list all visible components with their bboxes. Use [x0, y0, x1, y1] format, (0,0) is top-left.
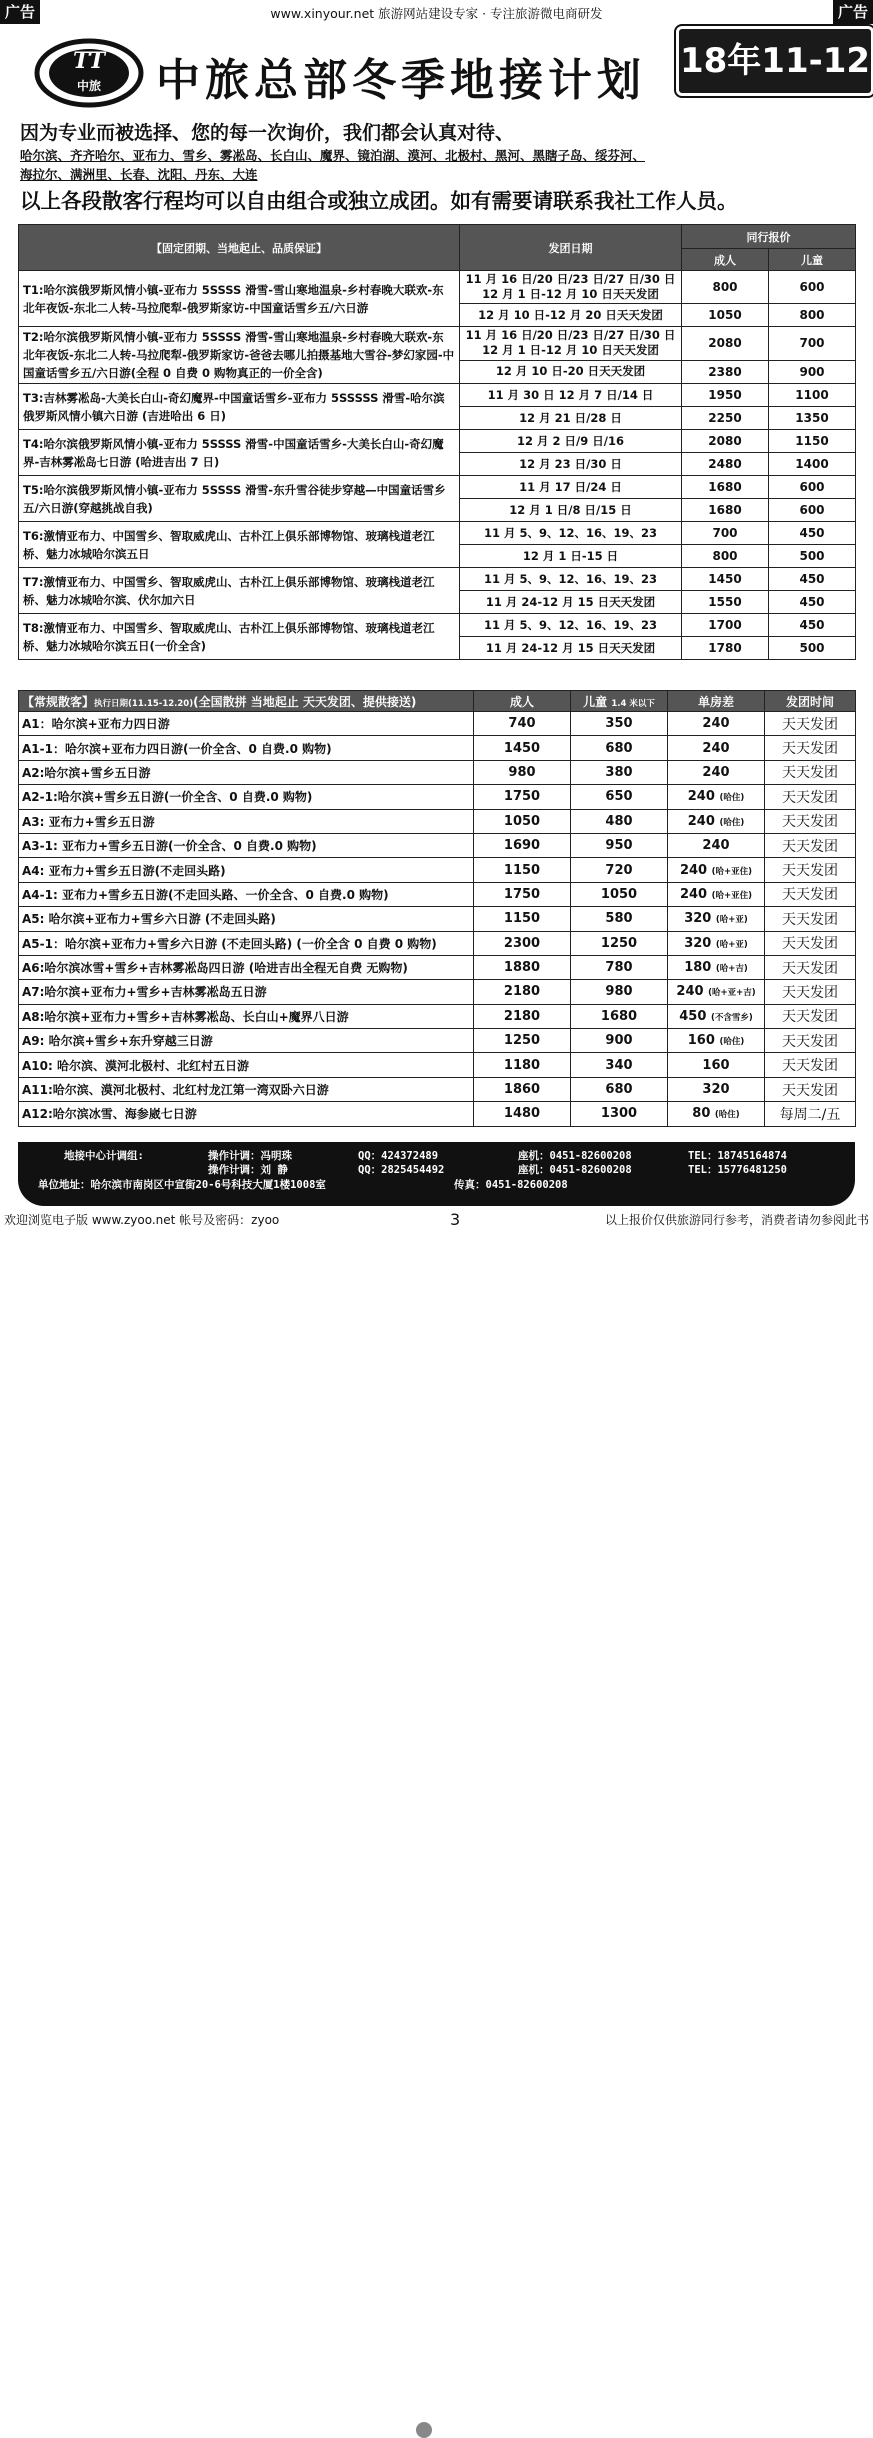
child-price: 680 [571, 736, 668, 760]
top-ad-bar [0, 0, 873, 24]
route-name: A11:哈尔滨、漠河北极村、北红村龙江第一湾双卧六日游 [19, 1077, 474, 1101]
footer-operator-2: 操作计调：刘 静 [208, 1164, 288, 1176]
child-price: 800 [769, 304, 856, 327]
footer-label: 地接中心计调组: [64, 1150, 144, 1162]
table-row [19, 271, 856, 304]
table-row [19, 736, 856, 760]
child-price: 480 [571, 809, 668, 833]
route-name: A10: 哈尔滨、漠河北极村、北红村五日游 [19, 1053, 474, 1077]
departure-dates: 12 月 10 日-20 日天天发团 [460, 360, 682, 383]
single-note: (哈+亚+吉) [708, 988, 756, 999]
adult-price: 1750 [474, 785, 571, 809]
route-name: A8:哈尔滨+亚布力+雪乡+吉林雾凇岛、长白山+魔界八日游 [19, 1004, 474, 1028]
single-supplement [668, 833, 765, 857]
single-note: (哈+亚住) [711, 890, 753, 901]
departure-dates: 11 月 16 日/20 日/23 日/27 日/30 日 12 月 1 日-12 月 10 日天天发团 [460, 327, 682, 361]
single-supplement [668, 907, 765, 931]
adult-price: 1700 [682, 614, 769, 637]
ad-label-left: 广告 [0, 0, 40, 24]
departure-dates: 11 月 16 日/20 日/23 日/27 日/30 日 12 月 1 日-12 月 10 日天天发团 [460, 271, 682, 304]
adult-price: 1050 [682, 304, 769, 327]
child-price: 450 [769, 591, 856, 614]
child-price: 450 [769, 568, 856, 591]
adult-price: 1150 [474, 907, 571, 931]
bottom-disclaimer: 以上报价仅供旅游同行参考，消费者请勿参阅此书 [604, 1213, 869, 1227]
single-note: (哈住) [719, 817, 745, 828]
t2-header-child-note: 1.4 米以下 [611, 698, 655, 709]
t2-header-title: 【常规散客】 [22, 694, 95, 709]
adult-price: 2250 [682, 407, 769, 430]
route-name: T3:吉林雾凇岛-大美长白山-奇幻魔界-中国童话雪乡-亚布力 5SSSSS 滑雪-哈尔滨俄罗斯风情小镇六日游 (吉进哈出 6 日) [19, 384, 460, 430]
table-row [19, 858, 856, 882]
single-supplement [668, 1029, 765, 1053]
bottom-bar [0, 1210, 873, 1230]
table-row [19, 384, 856, 407]
departure-time: 天天发团 [765, 809, 856, 833]
child-price: 900 [769, 360, 856, 383]
page-number: 3 [450, 1210, 461, 1229]
departure-time: 每周二/五 [765, 1102, 856, 1126]
route-name: T7:激情亚布力、中国雪乡、智取威虎山、古朴江上俱乐部博物馆、玻璃栈道老江桥、魅力冰城哈尔滨、伏尔加六日 [19, 568, 460, 614]
child-price: 900 [571, 1029, 668, 1053]
departure-dates: 11 月 30 日 12 月 7 日/14 日 [460, 384, 682, 407]
child-price: 1350 [769, 407, 856, 430]
t1-header-dates: 发团日期 [460, 225, 682, 271]
adult-price: 1180 [474, 1053, 571, 1077]
table-row [19, 833, 856, 857]
table-row [19, 785, 856, 809]
child-price: 1100 [769, 384, 856, 407]
single-supplement [668, 882, 765, 906]
child-price: 1300 [571, 1102, 668, 1126]
single-price: 320 [684, 911, 712, 927]
adult-price: 2080 [682, 327, 769, 361]
child-price: 350 [571, 712, 668, 736]
adult-price: 2300 [474, 931, 571, 955]
footer-phone-2[interactable]: 座机：0451-82600208 [518, 1164, 632, 1176]
child-price: 580 [571, 907, 668, 931]
t1-header-price: 同行报价 [682, 225, 856, 249]
route-name: A5: 哈尔滨+亚布力+雪乡六日游 (不走回头路) [19, 907, 474, 931]
departure-dates: 12 月 1 日/8 日/15 日 [460, 499, 682, 522]
table-row [19, 712, 856, 736]
child-price: 340 [571, 1053, 668, 1077]
route-name: T2:哈尔滨俄罗斯风情小镇-亚布力 5SSSS 滑雪-雪山寒地温泉-乡村春晚大联欢-东北年夜饭-东北二人转-马拉爬犁-俄罗斯家访-爸爸去哪儿拍摄基地大雪谷-梦幻家园-中国童话雪乡五/六日游(全程 0 自费 0 购物真正的一价全含) [19, 327, 460, 384]
child-price: 1050 [571, 882, 668, 906]
child-price: 980 [571, 980, 668, 1004]
child-price: 380 [571, 760, 668, 784]
single-note: (哈住) [719, 793, 745, 804]
table-row [19, 614, 856, 637]
footer-mobile-1[interactable]: TEL：18745164874 [688, 1150, 788, 1162]
table-row [19, 327, 856, 361]
child-price: 680 [571, 1077, 668, 1101]
child-price: 950 [571, 833, 668, 857]
child-price: 500 [769, 545, 856, 568]
route-name: T4:哈尔滨俄罗斯风情小镇-亚布力 5SSSS 滑雪-中国童话雪乡-大美长白山-奇幻魔界-吉林雾凇岛七日游 (哈进吉出 7 日) [19, 430, 460, 476]
adult-price: 2080 [682, 430, 769, 453]
single-supplement [668, 712, 765, 736]
adult-price: 1680 [682, 476, 769, 499]
single-note: (不含雪乡) [710, 1012, 753, 1023]
departure-time: 天天发团 [765, 833, 856, 857]
t2-header-period: 执行日期(11.15-12.20) [94, 698, 194, 709]
adult-price: 800 [682, 545, 769, 568]
child-price: 500 [769, 637, 856, 660]
regular-tour-table [18, 690, 856, 1127]
footer-phone-1[interactable]: 座机：0451-82600208 [518, 1150, 632, 1162]
table-row [19, 1077, 856, 1101]
route-name: A9: 哈尔滨+雪乡+东升穿越三日游 [19, 1029, 474, 1053]
route-name: T1:哈尔滨俄罗斯风情小镇-亚布力 5SSSS 滑雪-雪山寒地温泉-乡村春晚大联欢-东北年夜饭-东北二人转-马拉爬犁-俄罗斯家访-中国童话雪乡五/六日游 [19, 271, 460, 327]
departure-time: 天天发团 [765, 1004, 856, 1028]
company-logo [34, 38, 144, 108]
footer-address: 单位地址：哈尔滨市南岗区中宣街20-6号科技大厦1楼1008室 [38, 1179, 326, 1191]
departure-dates: 11 月 5、9、12、16、19、23 [460, 522, 682, 545]
single-supplement [668, 1004, 765, 1028]
t2-header-note: (全国散拼 当地起止 天天发团、提供接送) [193, 694, 417, 709]
departure-dates: 11 月 5、9、12、16、19、23 [460, 568, 682, 591]
departure-dates: 11 月 17 日/24 日 [460, 476, 682, 499]
footer-qq-1[interactable]: QQ：424372489 [358, 1150, 439, 1162]
adult-price: 2180 [474, 980, 571, 1004]
table-row [19, 430, 856, 453]
t2-header-single: 单房差 [668, 691, 765, 712]
single-price: 450 [679, 1008, 707, 1024]
footer-operator-1: 操作计调：冯明珠 [208, 1150, 292, 1162]
departure-dates: 12 月 23 日/30 日 [460, 453, 682, 476]
table-row [19, 1053, 856, 1077]
single-supplement [668, 1053, 765, 1077]
single-supplement [668, 980, 765, 1004]
page-title: 中旅总部冬季地接计划 [156, 55, 646, 106]
single-price: 320 [684, 935, 712, 951]
single-price: 240 [687, 813, 715, 829]
ad-label-right: 广告 [833, 0, 873, 24]
adult-price: 740 [474, 712, 571, 736]
footer-qq-2[interactable]: QQ：2825454492 [358, 1164, 445, 1176]
departure-dates: 12 月 21 日/28 日 [460, 407, 682, 430]
route-name: T5:哈尔滨俄罗斯风情小镇-亚布力 5SSSS 滑雪-东升雪谷徒步穿越—中国童话雪乡五/六日游(穿越挑战自我) [19, 476, 460, 522]
departure-time: 天天发团 [765, 882, 856, 906]
child-price: 600 [769, 476, 856, 499]
adult-price: 980 [474, 760, 571, 784]
route-name: T8:激情亚布力、中国雪乡、智取威虎山、古朴江上俱乐部博物馆、玻璃栈道老江桥、魅力冰城哈尔滨五日(一价全含) [19, 614, 460, 660]
table-row [19, 1004, 856, 1028]
route-name: A12:哈尔滨冰雪、海参崴七日游 [19, 1102, 474, 1126]
svg-text:TT: TT [73, 48, 105, 74]
child-price: 1250 [571, 931, 668, 955]
child-price: 700 [769, 327, 856, 361]
departure-time: 天天发团 [765, 858, 856, 882]
adult-price: 1550 [682, 591, 769, 614]
child-price: 1680 [571, 1004, 668, 1028]
departure-time: 天天发团 [765, 907, 856, 931]
adult-price: 1750 [474, 882, 571, 906]
single-supplement [668, 931, 765, 955]
route-name: A5-1：哈尔滨+亚布力+雪乡六日游 (不走回头路) (一价全含 0 自费 0 购物) [19, 931, 474, 955]
footer-mobile-2[interactable]: TEL：15776481250 [688, 1164, 788, 1176]
table-row [19, 980, 856, 1004]
single-price: 180 [684, 960, 712, 976]
departure-dates: 12 月 2 日/9 日/16 [460, 430, 682, 453]
child-price: 780 [571, 955, 668, 979]
site-banner[interactable]: www.xinyour.net 旅游网站建设专家 · 专注旅游微电商研发 [270, 6, 603, 21]
single-price: 240 [679, 886, 708, 902]
single-supplement [668, 1102, 765, 1126]
table-row [19, 955, 856, 979]
single-supplement [668, 760, 765, 784]
intro-line-3: 以上各段散客行程均可以自由组合或独立成团。如有需要请联系我社工作人员。 [20, 189, 738, 213]
departure-time: 天天发团 [765, 712, 856, 736]
route-name: A4-1: 亚布力+雪乡五日游(不走回头路、一价全含、0 自费.0 购物) [19, 882, 474, 906]
adult-price: 1860 [474, 1077, 571, 1101]
t1-header-adult: 成人 [682, 249, 769, 271]
table-row [19, 1102, 856, 1126]
table-row [19, 809, 856, 833]
t2-header-child: 儿童 [583, 694, 608, 709]
departure-time: 天天发团 [765, 931, 856, 955]
single-price: 240 [702, 838, 730, 854]
single-note: (哈+亚) [715, 939, 748, 950]
fixed-group-table [18, 224, 856, 660]
adult-price: 1050 [474, 809, 571, 833]
table-row [19, 760, 856, 784]
single-supplement [668, 955, 765, 979]
adult-price: 1950 [682, 384, 769, 407]
adult-price: 1480 [474, 1102, 571, 1126]
single-price: 80 [692, 1106, 711, 1122]
route-name: A3: 亚布力+雪乡五日游 [19, 809, 474, 833]
child-price: 600 [769, 499, 856, 522]
departure-time: 天天发团 [765, 760, 856, 784]
t1-header-child: 儿童 [769, 249, 856, 271]
single-supplement [668, 1077, 765, 1101]
intro-destinations: 哈尔滨、齐齐哈尔、亚布力、雪乡、雾凇岛、长白山、魔界、镜泊湖、漠河、北极村、黑河、黑瞎子岛、绥芬河、 [20, 148, 646, 163]
intro-block [20, 120, 860, 215]
route-name: A6:哈尔滨冰雪+雪乡+吉林雾凇岛四日游 (哈进吉出全程无自费 无购物) [19, 955, 474, 979]
departure-time: 天天发团 [765, 1053, 856, 1077]
single-price: 240 [702, 764, 730, 780]
t1-header-route: 【固定团期、当地起止、品质保证】 [19, 225, 460, 271]
adult-price: 1450 [474, 736, 571, 760]
departure-dates: 12 月 1 日-15 日 [460, 545, 682, 568]
single-supplement [668, 809, 765, 833]
single-price: 240 [687, 789, 715, 805]
departure-time: 天天发团 [765, 785, 856, 809]
single-supplement [668, 858, 765, 882]
table-row [19, 522, 856, 545]
child-price: 1150 [769, 430, 856, 453]
adult-price: 1250 [474, 1029, 571, 1053]
child-price: 1400 [769, 453, 856, 476]
intro-line-1: 因为专业而被选择、您的每一次询价，我们都会认真对待、 [20, 122, 515, 144]
route-name: A7:哈尔滨+亚布力+雪乡+吉林雾凇岛五日游 [19, 980, 474, 1004]
table-row [19, 931, 856, 955]
child-price: 720 [571, 858, 668, 882]
table-row [19, 1029, 856, 1053]
table-row [19, 568, 856, 591]
departure-time: 天天发团 [765, 955, 856, 979]
adult-price: 1680 [682, 499, 769, 522]
single-note: (哈+亚) [715, 915, 748, 926]
adult-price: 800 [682, 271, 769, 304]
intro-destinations-2: 海拉尔、满洲里、长春、沈阳、丹东、大连 [20, 167, 258, 182]
route-name: T6:激情亚布力、中国雪乡、智取威虎山、古朴江上俱乐部博物馆、玻璃栈道老江桥、魅力冰城哈尔滨五日 [19, 522, 460, 568]
adult-price: 1780 [682, 637, 769, 660]
route-name: A1-1：哈尔滨+亚布力四日游(一价全含、0 自费.0 购物) [19, 736, 474, 760]
single-supplement [668, 785, 765, 809]
date-badge: 18年11-12月 [676, 26, 873, 96]
single-note: (哈+吉) [715, 964, 748, 975]
t2-header-adult: 成人 [474, 691, 571, 712]
single-price: 240 [676, 984, 704, 1000]
child-price: 450 [769, 614, 856, 637]
departure-time: 天天发团 [765, 1029, 856, 1053]
adult-price: 1690 [474, 833, 571, 857]
single-price: 160 [687, 1033, 715, 1049]
adult-price: 700 [682, 522, 769, 545]
adult-price: 1150 [474, 858, 571, 882]
footer-fax: 传真：0451-82600208 [454, 1179, 568, 1191]
page-icon [416, 2422, 432, 2438]
adult-price: 2380 [682, 360, 769, 383]
logo-text: 中旅 [76, 79, 102, 93]
single-price: 160 [702, 1057, 730, 1073]
adult-price: 1450 [682, 568, 769, 591]
single-price: 320 [702, 1082, 730, 1098]
adult-price: 2480 [682, 453, 769, 476]
t2-header-time: 发团时间 [765, 691, 856, 712]
route-name: A2-1:哈尔滨+雪乡五日游(一价全含、0 自费.0 购物) [19, 785, 474, 809]
single-price: 240 [702, 740, 730, 756]
departure-time: 天天发团 [765, 980, 856, 1004]
adult-price: 1880 [474, 955, 571, 979]
child-price: 650 [571, 785, 668, 809]
adult-price: 2180 [474, 1004, 571, 1028]
route-name: A4: 亚布力+雪乡五日游(不走回头路) [19, 858, 474, 882]
route-name: A2:哈尔滨+雪乡五日游 [19, 760, 474, 784]
child-price: 450 [769, 522, 856, 545]
departure-dates: 11 月 5、9、12、16、19、23 [460, 614, 682, 637]
single-price: 240 [679, 862, 708, 878]
departure-time: 天天发团 [765, 1077, 856, 1101]
bottom-website[interactable]: 欢迎浏览电子版 www.zyoo.net 帐号及密码：zyoo [4, 1213, 280, 1227]
single-note: (哈+亚住) [711, 866, 753, 877]
single-price: 240 [702, 716, 730, 732]
departure-time: 天天发团 [765, 736, 856, 760]
route-name: A3-1: 亚布力+雪乡五日游(一价全含、0 自费.0 购物) [19, 833, 474, 857]
departure-dates: 11 月 24-12 月 15 日天天发团 [460, 591, 682, 614]
single-supplement [668, 736, 765, 760]
table-row [19, 476, 856, 499]
single-note: (哈住) [714, 1110, 740, 1121]
contact-footer [18, 1142, 855, 1206]
table-row [19, 907, 856, 931]
departure-dates: 12 月 10 日-12 月 20 日天天发团 [460, 304, 682, 327]
departure-dates: 11 月 24-12 月 15 日天天发团 [460, 637, 682, 660]
child-price: 600 [769, 271, 856, 304]
single-note: (哈住) [719, 1037, 745, 1048]
route-name: A1：哈尔滨+亚布力四日游 [19, 712, 474, 736]
table-row [19, 882, 856, 906]
